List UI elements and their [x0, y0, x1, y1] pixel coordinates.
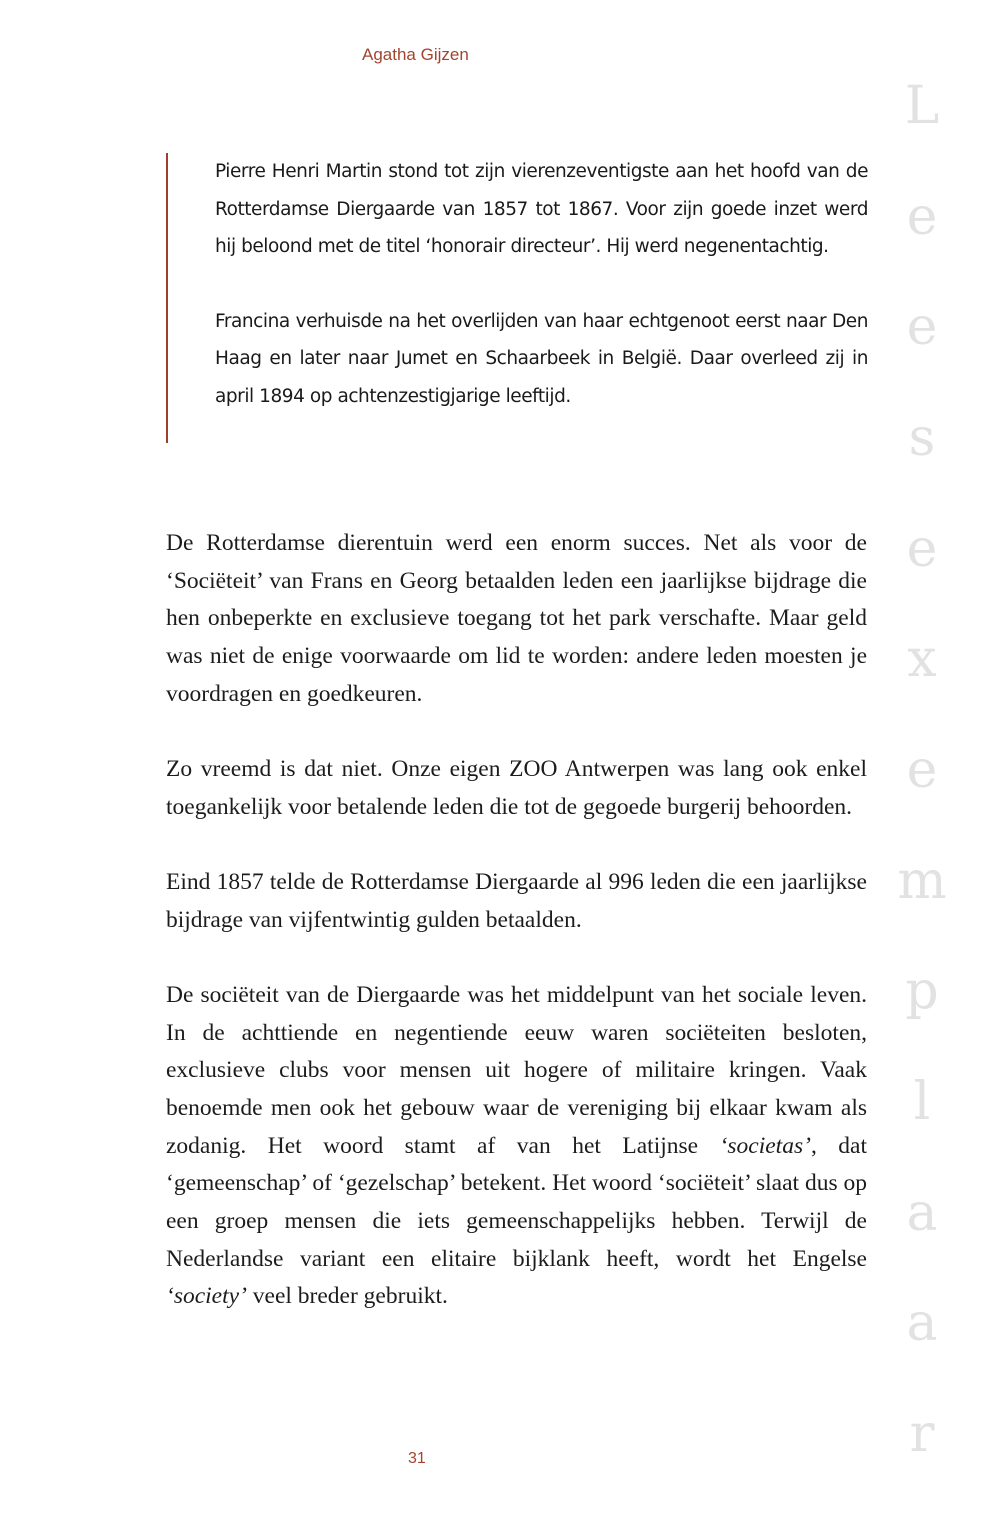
sidebar-paragraph: Francina verhuisde na het overlijden van haar echtgenoot eerst naar Den Haag en later naar Jumet en Schaarbeek in België. Daar overleed zij in april 1894 op achtenzestigjarige leeftijd.: [215, 310, 868, 407]
watermark-letter: a: [906, 1293, 938, 1354]
watermark-letter: a: [906, 1182, 938, 1243]
watermark-letter: p: [905, 961, 939, 1022]
page-number: 31: [408, 1450, 426, 1467]
watermark-letter: L: [904, 76, 940, 136]
italic-term-societas: ‘societas’: [719, 1132, 811, 1159]
watermark-letter: e: [906, 186, 938, 247]
text-run: , dat ‘gemeenschap’ of ‘gezelschap’ betekent. Het woord ‘sociëteit’ slaat dus op een groep mensen die iets gemeenschappelijks hebben. Terwijl de Nederlandse variant een elitaire bijklank heeft, wordt het Engelse: [166, 1132, 867, 1272]
watermark-letter: e: [906, 739, 938, 800]
body-text: [166, 525, 867, 1316]
watermark-letter: s: [908, 407, 936, 468]
sidebar-box: [166, 153, 868, 443]
watermark-letter: e: [906, 297, 938, 358]
running-head-author: Agatha Gijzen: [362, 45, 469, 64]
watermark-letter: r: [909, 1403, 935, 1464]
watermark-letter: m: [897, 850, 947, 911]
text-run: veel breder gebruikt.: [246, 1283, 448, 1310]
watermark-letter: e: [906, 518, 938, 579]
body-paragraph: Zo vreemd is dat niet. Onze eigen ZOO Antwerpen was lang ook enkel toegankelijk voor betalende leden die tot de gegoede burgerij behoorden.: [166, 756, 867, 820]
body-paragraph: De Rotterdamse dierentuin werd een enorm succes. Net als voor de ‘Sociëteit’ van Frans en Georg betaalden leden een jaarlijkse bijdrage die hen onbeperkte en exclusieve toegang tot het park verschafte. Maar geld was niet de enige voorwaarde om lid te worden: andere leden moesten je voordragen en goedkeuren.: [166, 530, 867, 707]
body-paragraph: Eind 1857 telde de Rotterdamse Diergaarde al 996 leden die een jaarlijkse bijdrage van vijfentwintig gulden betaalden.: [166, 868, 867, 933]
watermark: [862, 76, 982, 1464]
watermark-letter: x: [907, 629, 937, 690]
text-run: De sociëteit van de Diergaarde was het middelpunt van het sociale leven. In de achttiende en negentiende eeuw waren sociëteiten besloten, exclusieve clubs voor mensen uit hogere of militaire kringen. Vaak benoemde men ook het gebouw waar de vereniging bij elkaar kwam als zodanig. Het woord stamt af van het Latijnse: [166, 981, 867, 1159]
italic-term-society: ‘society’: [166, 1283, 247, 1310]
body-paragraph: [166, 977, 867, 1316]
sidebar-text: [215, 153, 868, 415]
watermark-letter: l: [913, 1071, 931, 1132]
sidebar-paragraph: Pierre Henri Martin stond tot zijn vierenzeventigste aan het hoofd van de Rotterdamse Diergaarde van 1857 tot 1867. Voor zijn goede inzet werd hij beloond met de titel ‘honorair directeur’. Hij werd negenentachtig.: [215, 161, 868, 257]
